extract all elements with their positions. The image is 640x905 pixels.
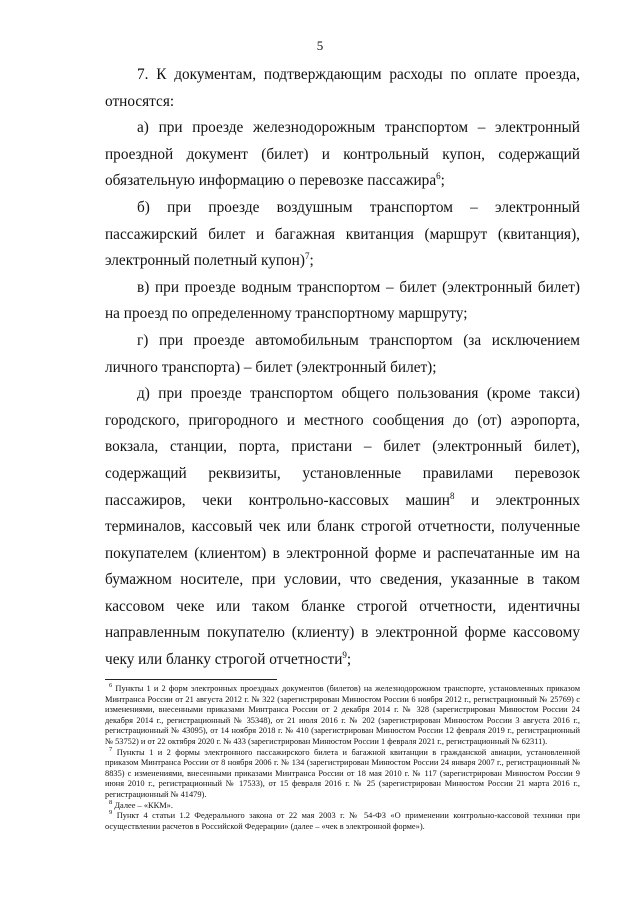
paragraph-tail: ; bbox=[440, 172, 445, 190]
footnote-text: Далее – «ККМ». bbox=[114, 800, 173, 810]
paragraph-text: д) при проезде транспортом общего пользования (кроме такси) городского, пригородного и местного сообщения до (от) аэропорта, вокзала, станции, порта, пристани – билет (электронный билет), содержащий реквизиты, установленные правилами перевозок пассажиров, чеки контрольно-кассовых машин bbox=[105, 385, 580, 509]
footnote-text: Пункты 1 и 2 формы электронного пассажирского билета и багажной квитанции в гражданской авиации, установленной приказом Минтранса России от 8 ноября 2006 г. № 134 (зарегистрирован Минюстом России 24 января 2007 г., регистрационный № 8835) с изменениями, внесенными приказами Минтранса России от 18 мая 2010 г. № 117 (зарегистрирован Минюстом России 9 июня 2010 г., регистрационный № 17533), от 15 февраля 2016 г. № 25 (зарегистрирован Минюстом России 21 марта 2016 г., регистрационный № 41479). bbox=[105, 747, 580, 799]
paragraph-text: 7. К документам, подтверждающим расходы по оплате проезда, относятся: bbox=[105, 66, 580, 110]
paragraph-text: а) при проезде железнодорожным транспортом – электронный проездной документ (билет) и контрольный купон, содержащий обязательную информацию о перевозке пассажира bbox=[105, 119, 580, 190]
paragraph-tail: ; bbox=[309, 252, 314, 270]
paragraph-7b bbox=[105, 195, 580, 275]
footnote-ref: 7 bbox=[304, 251, 310, 262]
paragraph-7a bbox=[105, 115, 580, 195]
footnote bbox=[105, 798, 580, 812]
paragraph-text: в) при проезде водным транспортом – билет (электронный билет) на проезд по определенному транспортному маршруту; bbox=[105, 278, 580, 323]
footnote-ref: 6 bbox=[436, 171, 441, 182]
footnote-text: Пункт 4 статьи 1.2 Федерального закона от 22 мая 2003 г. № 54-ФЗ «О применении контрольно-кассовой техники при осуществлении расчетов в Российской Федерации» (далее – «чек в электронной форме»). bbox=[105, 811, 580, 831]
footnote-number: 6 bbox=[109, 682, 113, 690]
page-number: 5 bbox=[316, 38, 324, 53]
paragraph-7v bbox=[105, 275, 580, 328]
footnotes bbox=[105, 684, 580, 832]
footnote-number: 9 bbox=[109, 809, 113, 817]
main-text bbox=[105, 62, 580, 674]
footnote-number: 8 bbox=[109, 798, 113, 806]
footnote-divider bbox=[105, 679, 277, 680]
footnote bbox=[105, 684, 580, 748]
footnote-number: 7 bbox=[109, 745, 113, 753]
footnote-ref: 9 bbox=[342, 649, 347, 660]
paragraph-7g bbox=[105, 328, 580, 381]
footnote bbox=[105, 811, 580, 832]
paragraph-text: б) при проезде воздушным транспортом – электронный пассажирский билет и багажная квитанция (маршрут (квитанция), электронный полетный купон) bbox=[105, 198, 580, 270]
paragraph-text: г) при проезде автомобильным транспортом (за исключением личного транспорта) – билет (электронный билет); bbox=[105, 331, 580, 376]
paragraph-tail: ; bbox=[346, 651, 352, 669]
footnote bbox=[105, 745, 580, 801]
footnote-ref: 8 bbox=[449, 490, 455, 501]
paragraph-7d bbox=[105, 381, 580, 674]
footnote-text: Пункты 1 и 2 форм электронных проездных документов (билетов) на железнодорожном транспорте, установленных приказом Минтранса России от 21 августа 2012 г. № 322 (зарегистрирован Минюстом России 6 ноября 2012 г., регистрационный № 25769) с изменениями, внесенными приказами Минтранса России от 2 декабря 2014 г. № 328 (зарегистрирован Минюстом России 24 декабря 2014 г., регистрационный № 35348), от 21 июля 2016 г. № 202 (зарегистрирован Минюстом России 3 августа 2016 г., регистрационный № 43095), от 14 ноября 2018 г. № 410 (зарегистрирован Минюстом России 12 февраля 2019 г., регистрационный № 53752) и от 22 октября 2020 г. № 433 (зарегистрирован Минюстом России 1 февраля 2021 г., регистрационный № 62311). bbox=[105, 684, 581, 746]
paragraph-7 bbox=[105, 62, 580, 115]
paragraph-tail: и электронных терминалов, кассовый чек или бланк строгой отчетности, полученные покупателем (клиентом) в электронной форме и распечатанные им на бумажном носителе, при условии, что сведения, указанные в таком кассовом чеке или таком бланке строгой отчетности, идентичны направленным покупателю (клиенту) в электронной форме кассовому чеку или бланку строгой отчетности bbox=[105, 491, 580, 669]
